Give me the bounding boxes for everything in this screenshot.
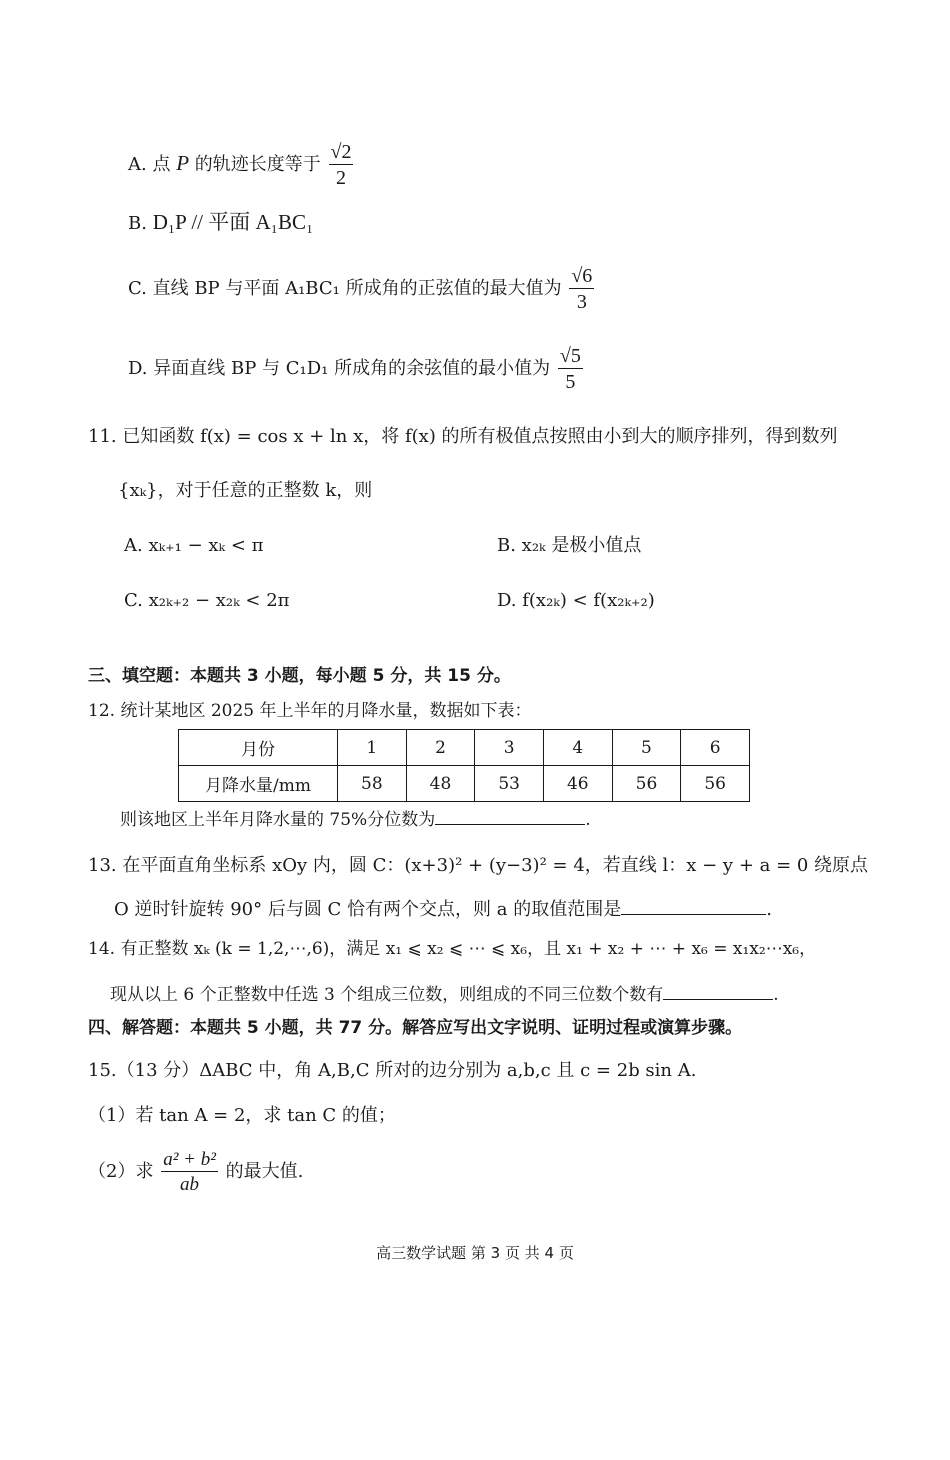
q14-line1: 14. 有正整数 xₖ (k = 1,2,⋯,6)，满足 x₁ ⩽ x₂ ⩽ ⋯ ⩽ x₆，且 x₁ + x₂ + ⋯ + x₆ = x₁x₂⋯x₆，	[88, 939, 817, 959]
q13-line1: 13. 在平面直角坐标系 xOy 内，圆 C：(x+3)² + (y−3)² = 4，若直线 l：x − y + a = 0 绕原点	[88, 855, 869, 876]
table-cell: 56	[681, 766, 750, 802]
q14-line2: 现从以上 6 个正整数中任选 3 个组成三位数，则组成的不同三位数个数有 .	[110, 985, 779, 1005]
table-header-cell: 月份	[179, 730, 338, 766]
q10-option-b: B. D₁P // 平面 A₁BC₁	[128, 210, 314, 234]
table-cell: 53	[475, 766, 544, 802]
q11-stem-line1: 11. 已知函数 f(x) = cos x + ln x，将 f(x) 的所有极值点按照由小到大的顺序排列，得到数列	[88, 426, 838, 447]
table-header-cell: 3	[475, 730, 544, 766]
q10-option-c: C. 直线 BP 与平面 A₁BC₁ 所成角的正弦值的最大值为 $\frac{√6}{3}$	[128, 265, 593, 313]
q15-part1: （1）若 tan A = 2，求 tan C 的值；	[88, 1105, 396, 1126]
table-header-cell: 1	[338, 730, 407, 766]
q11-option-d: D. f(x₂ₖ) < f(x₂ₖ₊₂)	[497, 590, 655, 611]
q13-line2: O 逆时针旋转 90° 后与圆 C 恰有两个交点，则 a 的取值范围是 .	[114, 899, 772, 920]
fraction-sqrt5-over-5: $\frac{√5}{5}$	[559, 345, 581, 393]
fraction-sqrt6-over-3: $\frac{√6}{3}$	[571, 265, 593, 313]
answer-blank	[663, 998, 773, 1000]
q11-option-b: B. x₂ₖ 是极小值点	[497, 535, 642, 556]
q15-part2: （2）求 $\frac{\text{a² + b²}}{ab}$ 的最大值.	[88, 1149, 304, 1195]
q11-option-a: A. xₖ₊₁ − xₖ < π	[124, 535, 264, 556]
section3-title: 三、填空题：本题共 3 小题，每小题 5 分，共 15 分。	[88, 666, 511, 686]
rainfall-table	[178, 729, 750, 802]
q10-option-a: A. 点 P 的轨迹长度等于 $\frac{√2}{2}$	[128, 141, 352, 189]
section4-title: 四、解答题：本题共 5 小题，共 77 分。解答应写出文字说明、证明过程或演算步骤。	[88, 1018, 743, 1038]
answer-blank	[435, 823, 585, 825]
table-header-cell: 6	[681, 730, 750, 766]
table-header-cell: 4	[543, 730, 612, 766]
table-row	[179, 766, 750, 802]
table-header-cell: 5	[612, 730, 681, 766]
q10-option-d: D. 异面直线 BP 与 C₁D₁ 所成角的余弦值的最小值为 $\frac{√5}{5}$	[128, 345, 581, 393]
table-cell: 58	[338, 766, 407, 802]
table-cell: 46	[543, 766, 612, 802]
table-cell: 56	[612, 766, 681, 802]
q11-option-c: C. x₂ₖ₊₂ − x₂ₖ < 2π	[124, 590, 290, 611]
answer-blank	[621, 913, 766, 915]
table-header-cell: 2	[406, 730, 475, 766]
q11-stem-line2: {xₖ}，对于任意的正整数 k，则	[118, 480, 373, 501]
fraction-sqrt2-over-2: $\frac{√2}{2}$	[330, 141, 352, 189]
fraction-a2b2-over-ab: $\frac{\text{a² + b²}}{ab}$	[163, 1149, 216, 1195]
table-row	[179, 730, 750, 766]
q15-stem: 15.（13 分）ΔABC 中，角 A,B,C 所对的边分别为 a,b,c 且 c = 2b sin A.	[88, 1060, 697, 1081]
table-cell: 月降水量/mm	[179, 766, 338, 802]
q12-stem: 12. 统计某地区 2025 年上半年的月降水量，数据如下表：	[88, 701, 532, 721]
table-cell: 48	[406, 766, 475, 802]
page-footer: 高三数学试题 第 3 页 共 4 页	[376, 1244, 574, 1262]
q12-answer-line: 则该地区上半年月降水量的 75%分位数为 .	[120, 810, 591, 830]
